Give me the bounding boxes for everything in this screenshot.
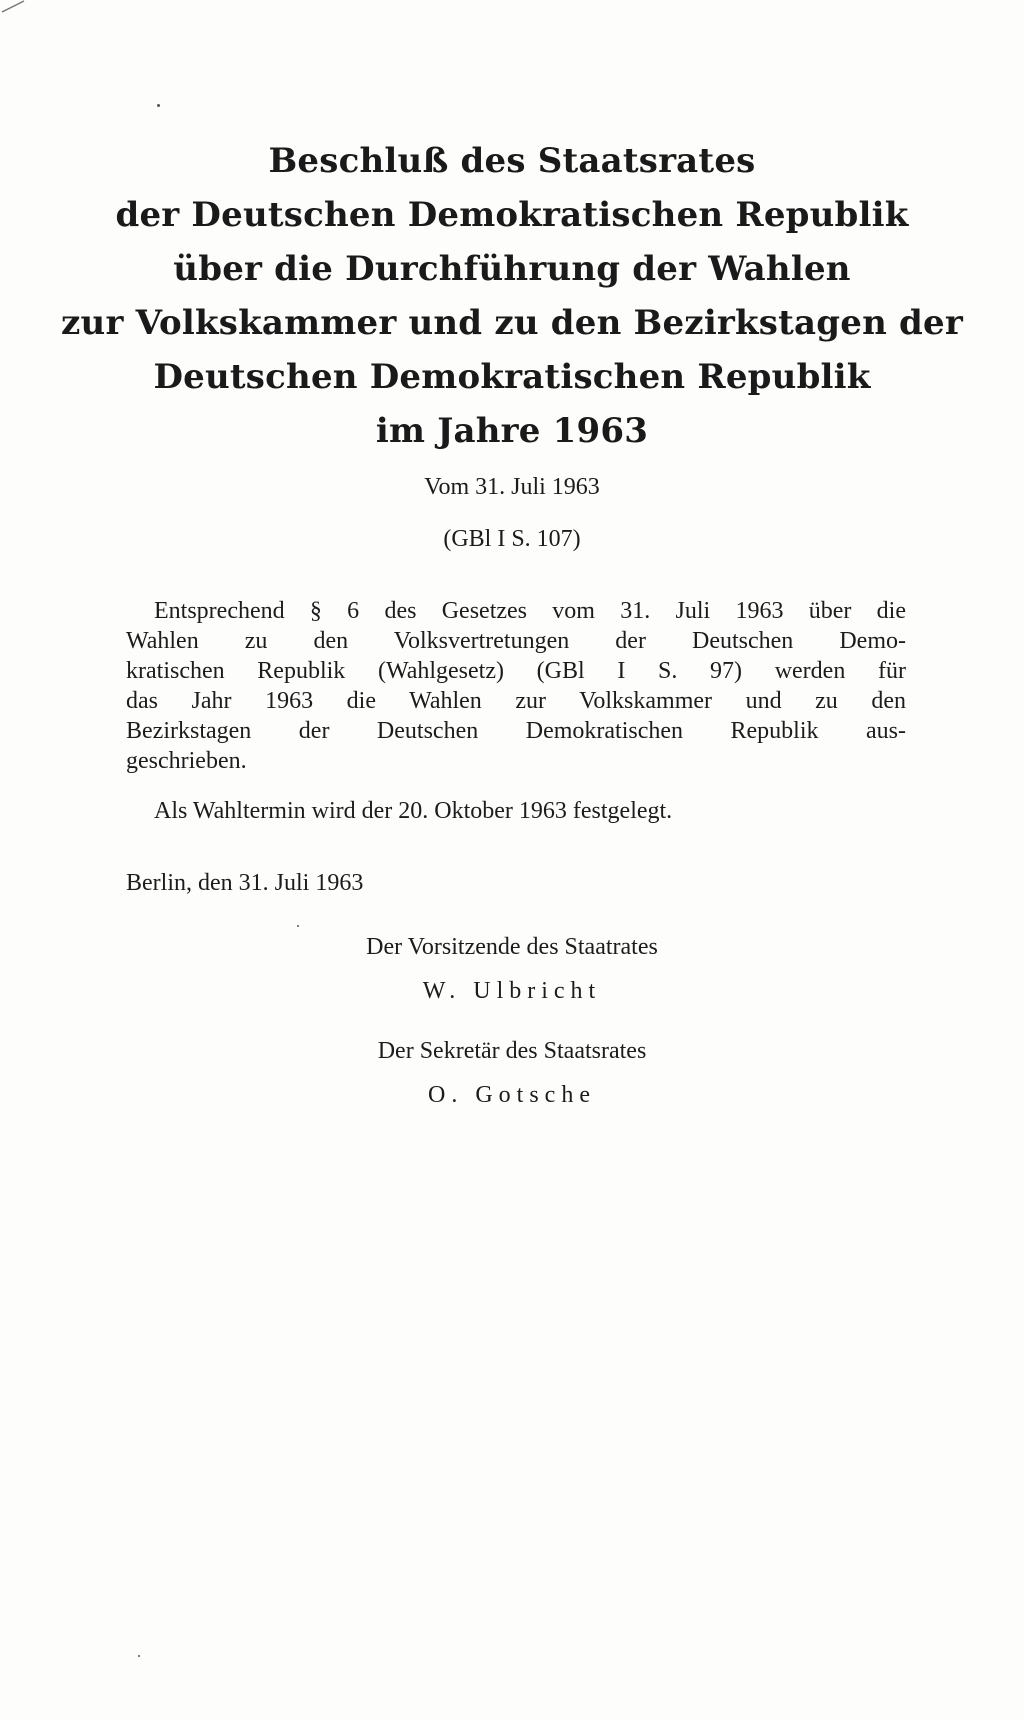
decree-date: Vom 31. Juli 1963 <box>424 474 600 500</box>
signature-role-chairman: Der Vorsitzende des Staatrates <box>366 934 658 960</box>
signature-name-chairman: W. Ulbricht <box>422 978 602 1004</box>
body-line: kratischen Republik (Wahlgesetz) (GBl I S. 97) werden für <box>126 658 906 684</box>
body-paragraph <box>126 596 906 776</box>
document-title <box>0 134 1024 458</box>
scan-speck <box>157 104 160 107</box>
title-line-4: zur Volkskammer und zu den Bezirkstagen der <box>61 303 963 343</box>
body-line: geschrieben. <box>126 748 247 774</box>
election-date-paragraph <box>126 796 906 826</box>
place-and-date: Berlin, den 31. Juli 1963 <box>126 870 364 896</box>
gazette-reference: (GBl I S. 107) <box>443 526 581 552</box>
title-line-1: Beschluß des Staatsrates <box>268 141 756 181</box>
signature-name-secretary: O. Gotsche <box>428 1082 596 1108</box>
body-line: Bezirkstagen der Deutschen Demokratischen Republik aus- <box>126 718 906 744</box>
body-line: Wahlen zu den Volksvertretungen der Deutschen Demo- <box>126 628 906 654</box>
title-line-6: im Jahre 1963 <box>375 411 649 451</box>
signature-role-secretary: Der Sekretär des Staatsrates <box>377 1038 647 1064</box>
scan-speck <box>297 925 299 927</box>
title-line-2: der Deutschen Demokratischen Republik <box>115 195 909 235</box>
body-line: das Jahr 1963 die Wahlen zur Volkskammer und zu den <box>126 688 906 714</box>
scan-speck <box>138 1655 140 1657</box>
election-date-sentence: Als Wahltermin wird der 20. Oktober 1963 festgelegt. <box>154 798 673 824</box>
body-line: Entsprechend § 6 des Gesetzes vom 31. Juli 1963 über die <box>154 598 906 624</box>
corner-scan-mark <box>0 0 30 14</box>
title-line-5: Deutschen Demokratischen Republik <box>153 357 871 397</box>
title-line-3: über die Durchführung der Wahlen <box>173 249 851 289</box>
